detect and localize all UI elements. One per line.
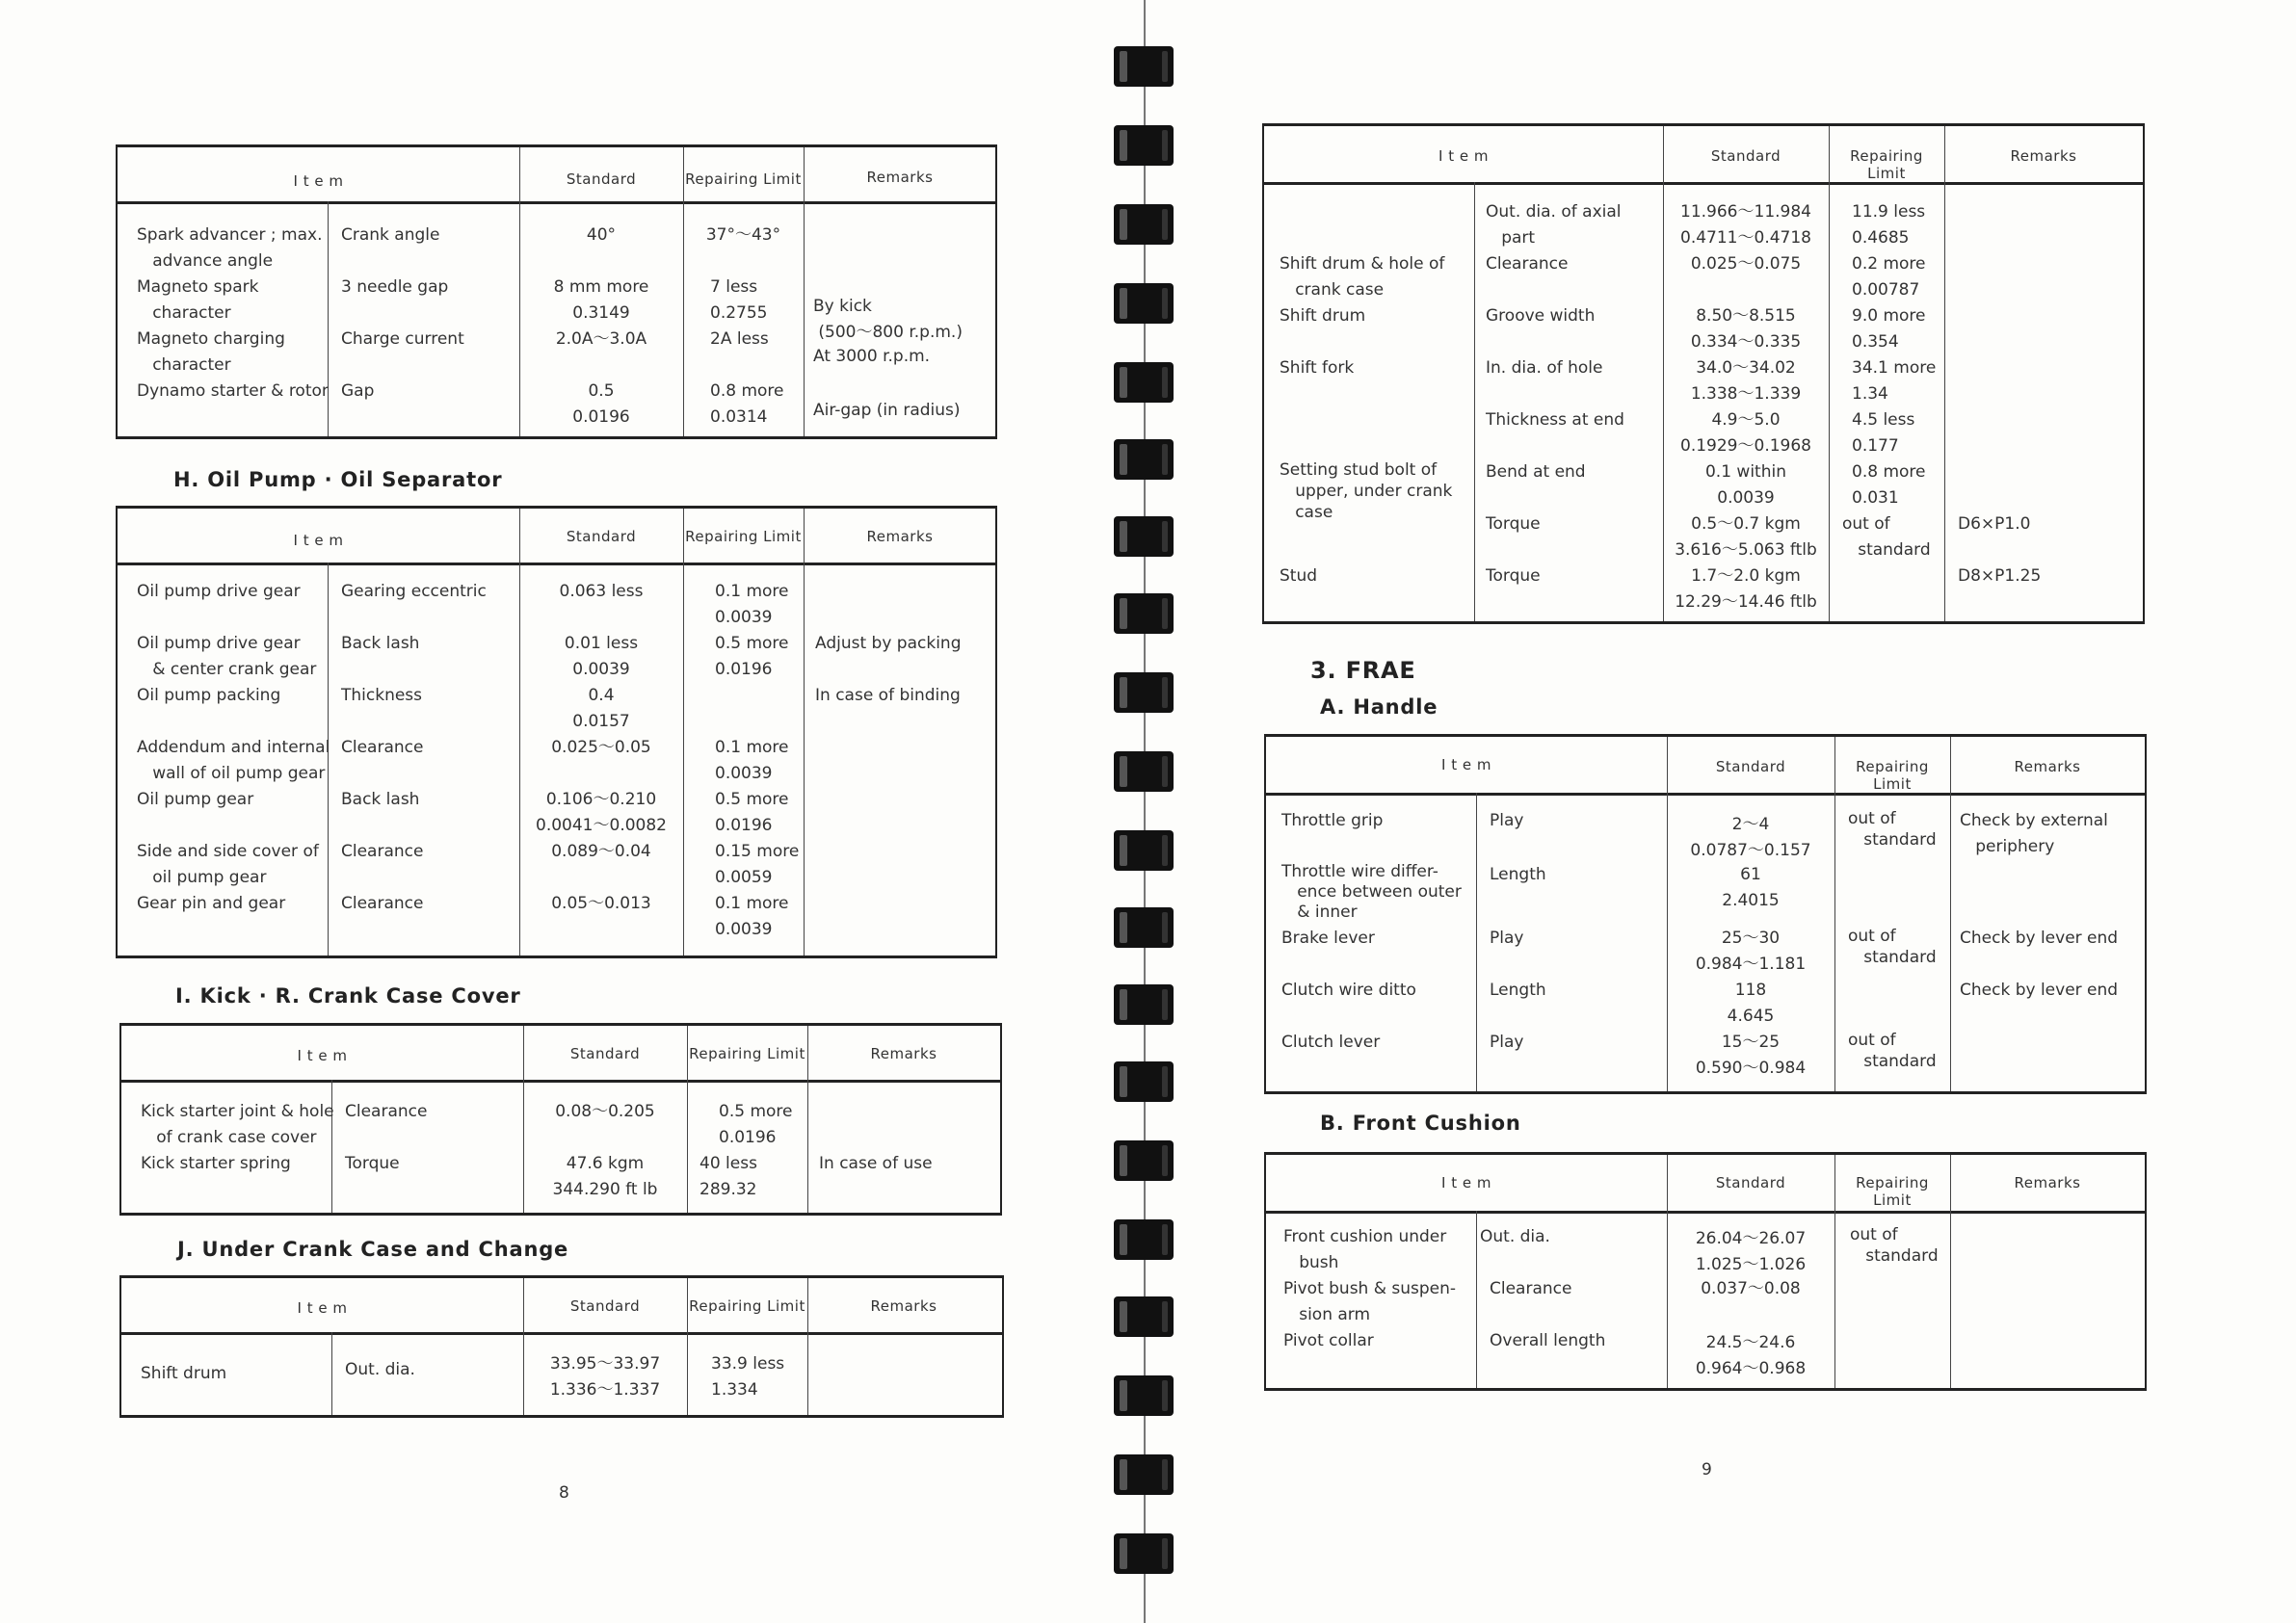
oil-pump-table: I t e m Standard Repairing Limit Remarks Oil pump drive gear Gearing eccentric 0.063 less 0.1 more 0.0039 Oil pump drive gear & center crank gear Back lash 0.01 less 0.0039 0.5 more 0.0196 Adjust by packing Oil pump packing Thickness 0.4 0.0157 In case of binding Addendum and internal wall of oil pump gear Clearance 0.025～0.05 0.1 more 0.0039 Oil pump gear Back lash 0.106～0.210 0.0041～0.0082 0.5 more 0.0196 Side and side cover of oil pump gear Clearance 0.089～0.04 0.15 more 0.0059 Gear pin and gear Clearance 0.05～0.013 0.1 more 0.0039 [116, 506, 997, 958]
section-heading-b: B. Front Cushion [1320, 1112, 1521, 1135]
section-heading-3: 3. FRAE [1310, 657, 1416, 684]
kick-table: I t e m Standard Repairing Limit Remarks Kick starter joint & hole of crank case cover Clearance 0.08～0.205 0.5 more 0.0196 Kick starter spring Torque 47.6 kgm 344.290 ft lb 40 less 289.32 In case of use [119, 1023, 1002, 1216]
col-header-remarks: Remarks [866, 169, 934, 186]
spiral-binding [1108, 0, 1185, 1623]
col-header-standard: Standard [566, 170, 637, 188]
section-heading-j: J. Under Crank Case and Change [177, 1238, 569, 1261]
left-page [0, 0, 1108, 1623]
section-heading-i: I. Kick · R. Crank Case Cover [175, 984, 521, 1008]
page-number: 9 [1702, 1460, 1712, 1479]
section-heading-h: H. Oil Pump · Oil Separator [173, 468, 503, 491]
handle-table: I t e m Standard Repairing Limit Remarks Throttle grip Play 2～4 0.0787～0.157 out of standard Check by external periphery Throttle wire differ- ence between outer & inner Length 61 2.4015 Brake lever Play 25～30 0.984～1.181 out of standard Check by lever end Clutch wire ditto Length 118 4.645 Check by lever end Clutch lever Play 15～25 0.590～0.984 out of standard [1264, 734, 2147, 1094]
under-crank-table: I t e m Standard Repairing Limit Remarks Shift drum Out. dia. 33.95～33.97 1.336～1.337 33.9 less 1.334 [119, 1275, 1004, 1418]
page-number: 8 [559, 1483, 569, 1503]
col-header-repairing-limit: Repairing Limit [685, 170, 802, 188]
front-cushion-table: I t e m Standard Repairing Limit Remarks Front cushion under bush Out. dia. 26.04～26.07 1.025～1.026 out of standard Pivot bush & suspen- sion arm Clearance 0.037～0.08 Pivot collar Overall length 24.5～24.6 0.964～0.968 [1264, 1152, 2147, 1391]
ignition-table: I t e m Standard Repairing Limit Remarks Spark advancer ; max. advance angle Crank angle 40° 37°～43° Magneto spark character 3 needle gap 8 mm more 0.3149 7 less 0.2755 By kick (500～800 r.p.m.) Magneto charging character Charge current 2.0A～3.0A 2A less At 3000 r.p.m. Dynamo starter & rotor Gap 0.5 0.0196 0.8 more 0.0314 Air-gap (in radius) [116, 144, 997, 439]
col-header-item: I t e m [293, 172, 344, 190]
right-page [1185, 0, 2296, 1623]
shift-table: I t e m Standard Repairing Limit Remarks Out. dia. of axial part 11.966～11.984 0.4711～0.4718 11.9 less 0.4685 Shift drum & hole of crank case Clearance 0.025～0.075 0.2 more 0.00787 Shift drum Groove width 8.50～8.515 0.334～0.335 9.0 more 0.354 Shift fork In. dia. of hole 34.0～34.02 1.338～1.339 34.1 more 1.34 Thickness at end 4.9～5.0 0.1929～0.1968 4.5 less 0.177 Setting stud bolt of upper, under crank case Bend at end 0.1 within 0.0039 0.8 more 0.031 Torque 0.5～0.7 kgm 3.616～5.063 ftlb out of standard D6×P1.0 Stud Torque 1.7～2.0 kgm 12.29～14.46 ftlb D8×P1.25 [1262, 123, 2145, 624]
section-heading-a: A. Handle [1320, 695, 1438, 719]
